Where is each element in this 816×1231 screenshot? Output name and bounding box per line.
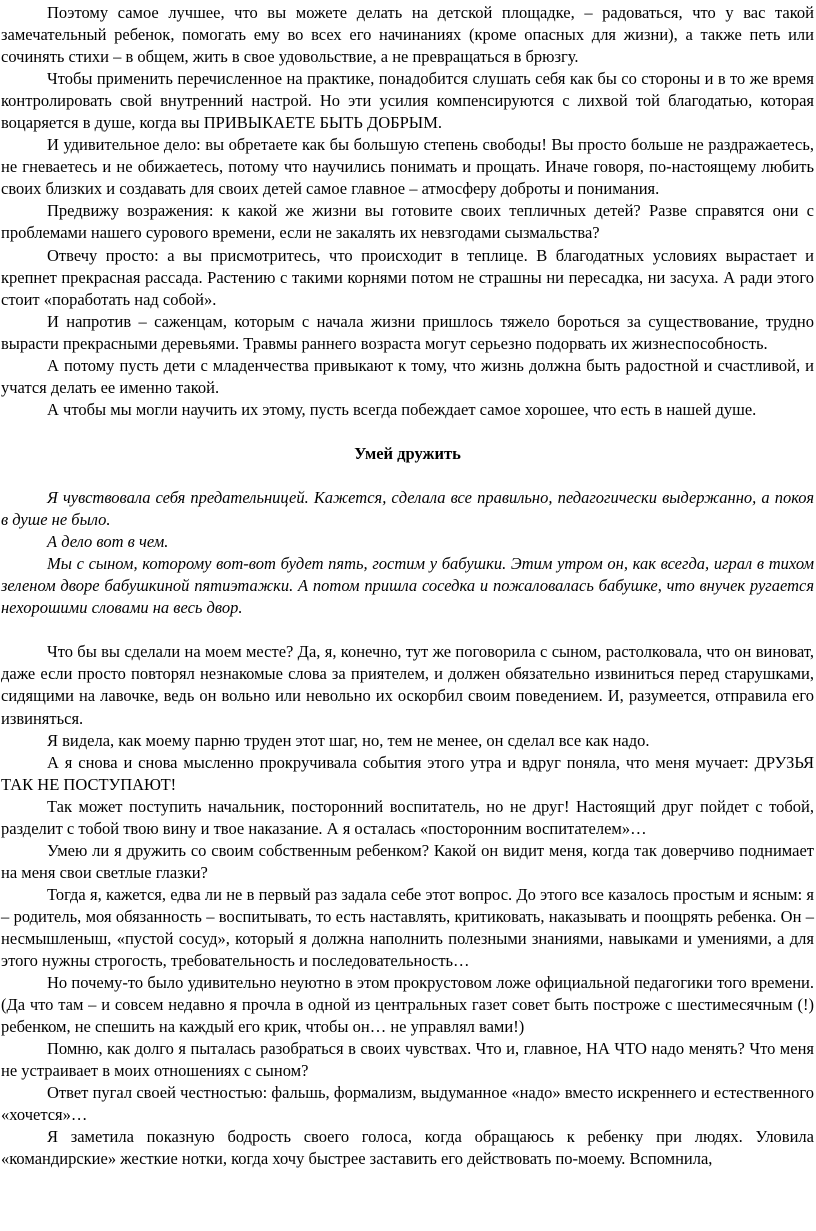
paragraph: Помню, как долго я пыталась разобраться в своих чувствах. Что и, главное, НА ЧТО надо менять? Что меня не устраивает в моих отношениях с сыном? <box>1 1039 814 1081</box>
italic-paragraph: Мы с сыном, которому вот-вот будет пять, гостим у бабушки. Этим утром он, как всегда, играл в тихом зеленом дворе бабушкиной пятиэтажки. А потом пришла соседка и пожаловалась бабушке, что внучек ругается нехорошими словами на весь двор. <box>1 554 814 618</box>
paragraph: А чтобы мы могли научить их этому, пусть всегда побеждает самое хорошее, что есть в нашей душе. <box>47 399 757 419</box>
paragraph: Ответ пугал своей честностью: фальшь, формализм, выдуманное «надо» вместо искреннего и естественного «хочется»… <box>1 1083 814 1125</box>
spacer <box>1 619 814 641</box>
paragraph: А потому пусть дети с младенчества привыкают к тому, что жизнь должна быть радостной и счастливой, и учатся делать ее именно такой. <box>1 355 814 397</box>
paragraph: Поэтому самое лучшее, что вы можете делать на детской площадке, – радоваться, что у вас такой замечательный ребенок, помогать ему во всех его начинаниях (кроме опасных для жизни), а также петь или сочинять стихи – в общем, жить в свое удовольствие, а не превращаться в брюзгу. <box>1 3 814 67</box>
section-heading: Умей дружить <box>354 443 461 463</box>
paragraph: Умею ли я дружить со своим собственным ребенком? Какой он видит меня, когда так доверчиво поднимает на меня свои светлые глазки? <box>1 840 814 882</box>
paragraph: Но почему-то было удивительно неуютно в этом прокрустовом ложе официальной педагогики того времени. (Да что там – и совсем недавно я прочла в одной из центральных газет совет быть построже с шестимесячным (!) ребенком, не спешить на каждый его крик, чтобы он… не управлял вами!) <box>1 973 814 1037</box>
paragraph: Тогда я, кажется, едва ли не в первый раз задала себе этот вопрос. До этого все казалось простым и ясным: я – родитель, моя обязанность – воспитывать, то есть наставлять, критиковать, наказывать и поощрять ребенка. Он – несмышленыш, «пустой сосуд», который я должна наполнить полезными знаниями, навыками и умениями, а для этого нужны строгость, требовательность и последовательность… <box>1 884 814 971</box>
paragraph: И напротив – саженцам, которым с начала жизни пришлось тяжело бороться за существование, трудно вырасти прекрасными деревьями. Травмы раннего возраста могут серьезно подорвать их жизнеспособность. <box>1 311 814 353</box>
spacer <box>1 421 814 443</box>
italic-paragraph: А дело вот в чем. <box>47 532 169 552</box>
spacer <box>1 465 814 487</box>
paragraph: И удивительное дело: вы обретаете как бы большую степень свободы! Вы просто больше не раздражаетесь, не гневаетесь и не обижаетесь, потому что научились понимать и прощать. Иначе говоря, по-настоящему любить своих близких и создавать для своих детей самое главное – атмосферу доброты и понимания. <box>1 135 814 199</box>
paragraph: Отвечу просто: а вы присмотритесь, что происходит в теплице. В благодатных условиях вырастает и крепнет прекрасная рассада. Растению с такими корнями потом не страшны ни пересадка, ни засуха. А ради этого стоит «поработать над собой». <box>1 245 814 309</box>
paragraph: Чтобы применить перечисленное на практике, понадобится слушать себя как бы со стороны и в то же время контролировать свой внутренний настрой. Но эти усилия компенсируются с лихвой той благодатью, которая воцаряется в душе, когда вы ПРИВЫКАЕТЕ БЫТЬ ДОБРЫМ. <box>1 69 814 133</box>
paragraph: Так может поступить начальник, посторонний воспитатель, но не друг! Настоящий друг пойдет с тобой, разделит с тобой твою вину и твое наказание. А я осталась «посторонним воспитателем»… <box>1 796 814 838</box>
paragraph: Я видела, как моему парню труден этот шаг, но, тем не менее, он сделал все как надо. <box>47 730 650 750</box>
italic-paragraph: Я чувствовала себя предательницей. Кажется, сделала все правильно, педагогически выдержанно, а покоя в душе не было. <box>1 488 814 530</box>
paragraph: Я заметила показную бодрость своего голоса, когда обращаюсь к ребенку при людях. Уловила «командирские» жесткие нотки, когда хочу быстрее заставить его действовать по-моему. Вспомнила, <box>1 1127 814 1169</box>
paragraph: А я снова и снова мысленно прокручивала события этого утра и вдруг поняла, что меня мучает: ДРУЗЬЯ ТАК НЕ ПОСТУПАЮТ! <box>1 752 814 794</box>
paragraph: Предвижу возражения: к какой же жизни вы готовите своих тепличных детей? Разве справятся они с проблемами нашего сурового времени, если не закалять их невзгодами сызмальства? <box>1 201 814 243</box>
paragraph: Что бы вы сделали на моем месте? Да, я, конечно, тут же поговорила с сыном, растолковала, что он виноват, даже если просто повторял незнакомые слова за приятелем, и должен обязательно извиниться перед старушками, сидящими на лавочке, ведь он вольно или невольно их оскорбил своим поведением. И, разумеется, отправила его извиняться. <box>1 642 814 728</box>
